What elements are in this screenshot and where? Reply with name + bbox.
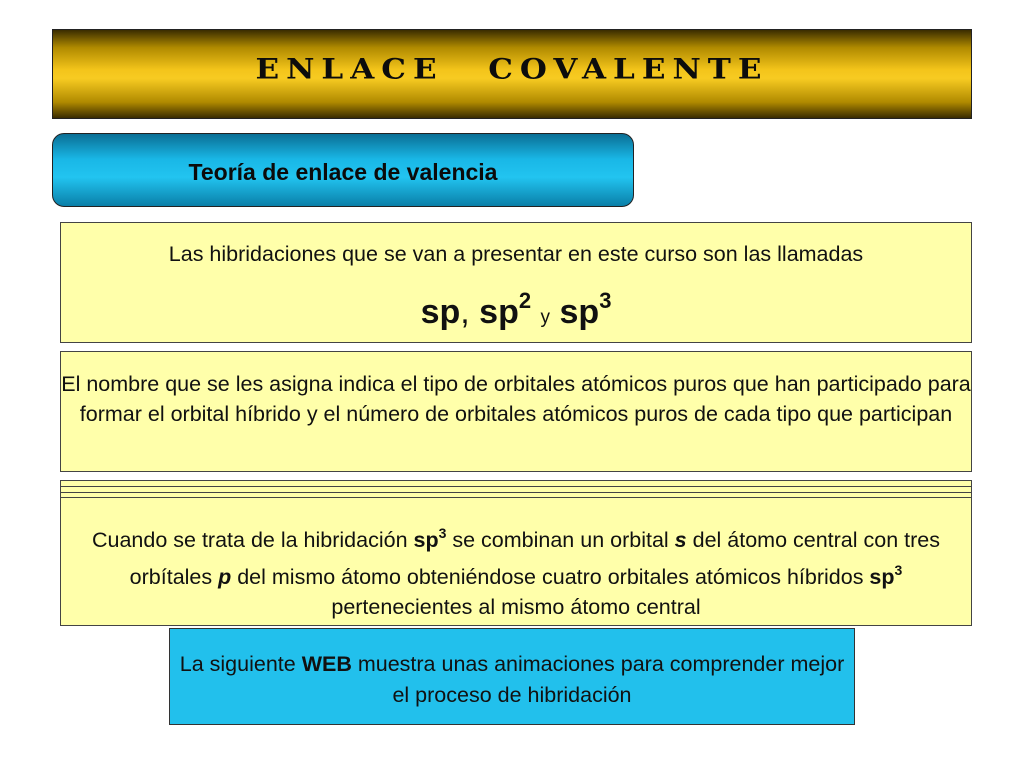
formula-sp3-exponent: 3 (599, 288, 612, 313)
orbital-s-term: s (674, 528, 687, 552)
formula-sp3 (559, 288, 612, 331)
sp3-explanation-text (61, 518, 971, 622)
sp3-term-2-exponent: 3 (894, 562, 903, 578)
hybridizations-box (60, 222, 972, 343)
web-text-part-2: muestra unas animaciones para comprender mejor el proceso de hibridación (351, 652, 845, 707)
orbital-p-term: p (218, 565, 232, 589)
slide-title: enlace covalente (255, 42, 769, 88)
sp3-explanation-box (60, 497, 972, 626)
formula-comma: , (460, 293, 470, 331)
sp3-text-part-4: del mismo átomo obteniéndose cuatro orbitales atómicos híbridos (231, 565, 870, 589)
sp3-text-part-1: Cuando se trata de la hibridación (91, 528, 414, 552)
formula-sp2 (479, 288, 532, 331)
sp3-text-part-2: se combinan un orbital (446, 528, 675, 552)
web-text-part-1: La siguiente (179, 652, 302, 676)
sp3-term-2 (869, 562, 903, 589)
sp3-term-1 (413, 525, 447, 552)
subtitle-text: Teoría de enlace de valencia (188, 158, 498, 185)
naming-explanation-text: El nombre que se les asigna indica el tipo de orbitales atómicos puros que han participado para formar el orbital híbrido y el número de orbitales atómicos puros de cada tipo que participan (61, 372, 971, 426)
web-animations-text (170, 649, 854, 711)
sp3-text-part-3: del átomo central con tres orbítales (129, 528, 940, 589)
subtitle-banner (52, 133, 634, 207)
hybridizations-intro: Las hibridaciones que se van a presentar en este curso son las llamadas (168, 242, 864, 266)
formula-conjunction: y (540, 307, 551, 328)
web-animations-box[interactable] (169, 628, 855, 725)
formula-sp: sp (420, 293, 461, 331)
sp3-text-part-5: pertenecientes al mismo átomo central (331, 595, 701, 619)
hybridization-formulas (61, 281, 971, 338)
web-link-term[interactable]: WEB (301, 652, 352, 676)
sp3-term-1-base: sp (413, 528, 439, 552)
naming-explanation-box (60, 351, 972, 472)
sp3-term-1-exponent: 3 (438, 525, 447, 541)
formula-sp2-exponent: 2 (518, 288, 532, 313)
sp3-term-2-base: sp (869, 565, 895, 589)
title-bar (52, 29, 972, 119)
formula-sp2-base: sp (479, 293, 519, 331)
formula-sp3-base: sp (559, 293, 600, 331)
